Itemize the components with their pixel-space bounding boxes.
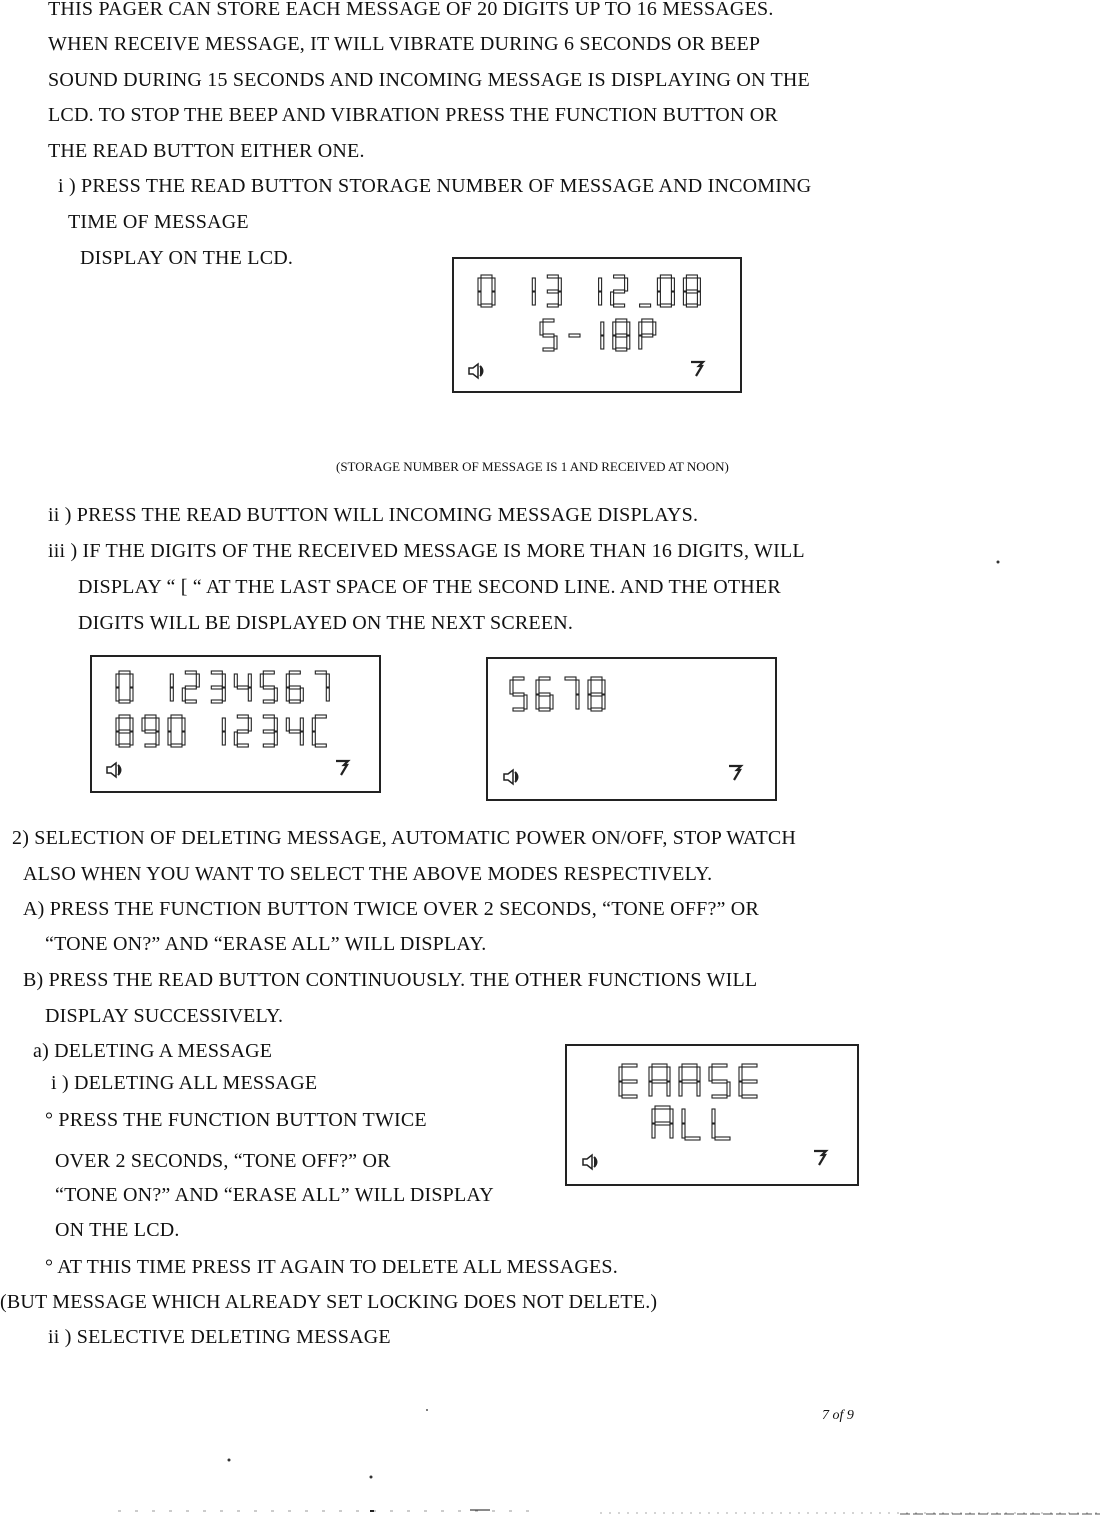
step-a-continued: “TONE ON?” AND “ERASE ALL” WILL DISPLAY.: [45, 933, 487, 955]
section-2-line-2: ALSO WHEN YOU WANT TO SELECT THE ABOVE MODES RESPECTIVELY.: [23, 863, 713, 885]
step-i-display: DISPLAY ON THE LCD.: [80, 247, 294, 269]
page-number: 7 of 9: [822, 1408, 854, 1423]
step-iii-more-than-16: iii ) IF THE DIGITS OF THE RECEIVED MESSAGE IS MORE THAN 16 DIGITS, WILL: [48, 540, 805, 562]
step-i-continued: TIME OF MESSAGE: [68, 211, 249, 233]
step-b-read-button: B) PRESS THE READ BUTTON CONTINUOUSLY. THE OTHER FUNCTIONS WILL: [23, 969, 758, 991]
caption-storage: (STORAGE NUMBER OF MESSAGE IS 1 AND RECEIVED AT NOON): [336, 459, 729, 474]
step-ii-read-button: ii ) PRESS THE READ BUTTON WILL INCOMING MESSAGE DISPLAYS.: [48, 504, 699, 526]
note-locking: (BUT MESSAGE WHICH ALREADY SET LOCKING DOES NOT DELETE.): [0, 1291, 658, 1313]
bullet-press-function: ° PRESS THE FUNCTION BUTTON TWICE: [45, 1109, 427, 1131]
bullet-continued-3: ON THE LCD.: [55, 1219, 180, 1241]
step-iii-continued-1: DISPLAY “ [ “ AT THE LAST SPACE OF THE SECOND LINE. AND THE OTHER: [78, 576, 781, 598]
step-a-function-button: A) PRESS THE FUNCTION BUTTON TWICE OVER 2 SECONDS, “TONE OFF?” OR: [23, 898, 759, 920]
section-2-heading: 2) SELECTION OF DELETING MESSAGE, AUTOMATIC POWER ON/OFF, STOP WATCH: [12, 827, 797, 849]
bullet-press-again: ° AT THIS TIME PRESS IT AGAIN TO DELETE ALL MESSAGES.: [45, 1256, 618, 1278]
step-b-continued: DISPLAY SUCCESSIVELY.: [45, 1005, 284, 1027]
sub-a-deleting-message: a) DELETING A MESSAGE: [33, 1040, 273, 1062]
sub-i-deleting-all: i ) DELETING ALL MESSAGE: [51, 1072, 318, 1094]
sub-ii-selective-deleting: ii ) SELECTIVE DELETING MESSAGE: [48, 1326, 391, 1348]
bullet-continued-1: OVER 2 SECONDS, “TONE OFF?” OR: [55, 1150, 391, 1172]
body-line-3: SOUND DURING 15 SECONDS AND INCOMING MESSAGE IS DISPLAYING ON THE: [48, 69, 810, 91]
body-line-4: LCD. TO STOP THE BEEP AND VIBRATION PRESS THE FUNCTION BUTTON OR: [48, 104, 778, 126]
body-line-2: WHEN RECEIVE MESSAGE, IT WILL VIBRATE DURING 6 SECONDS OR BEEP: [48, 33, 761, 55]
body-line-5: THE READ BUTTON EITHER ONE.: [48, 140, 365, 162]
bullet-continued-2: “TONE ON?” AND “ERASE ALL” WILL DISPLAY: [55, 1184, 494, 1206]
step-i-read-button: i ) PRESS THE READ BUTTON STORAGE NUMBER OF MESSAGE AND INCOMING: [58, 175, 812, 197]
body-line-1: THIS PAGER CAN STORE EACH MESSAGE OF 20 DIGITS UP TO 16 MESSAGES.: [48, 0, 774, 20]
step-iii-continued-2: DIGITS WILL BE DISPLAYED ON THE NEXT SCREEN.: [78, 612, 574, 634]
